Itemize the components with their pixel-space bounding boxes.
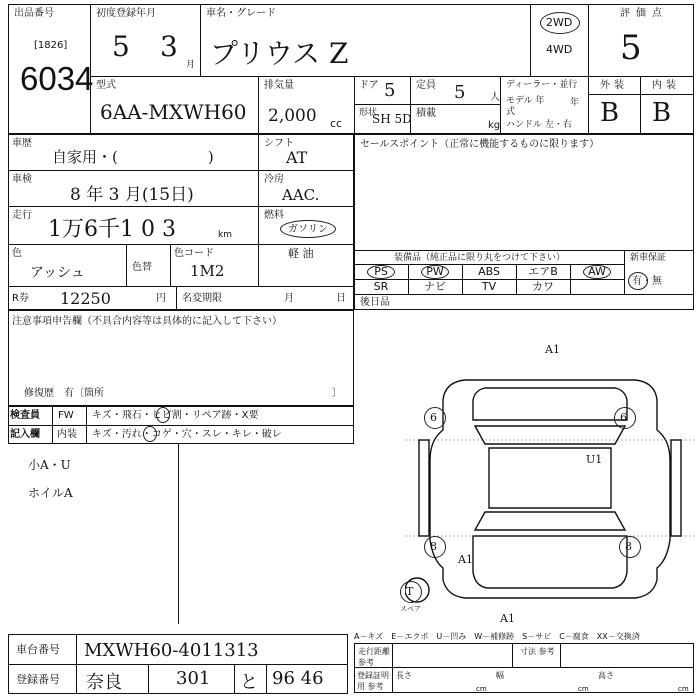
day-label: 日 [336,293,346,304]
entry-label: 記入欄 [10,429,40,440]
model-code-label: 型式 [96,80,116,91]
capacity: 5 [454,82,466,103]
plate-kana: と [240,672,258,693]
damage-mark-circle [614,407,636,429]
lot-no: 6034 [20,60,94,97]
damage-mark: T [406,585,414,598]
damage-mark-circle [619,536,641,558]
recycle-value: 12250 [60,289,111,308]
damage-mark: A1 [500,612,515,625]
inspector-label: 検査員 [10,410,40,421]
fw-label: FW [58,410,74,421]
shape-label: 形状 [359,108,378,118]
color-change-label: 色替 [132,262,152,273]
repair-history-label: 修復歴 有〔箇所 [24,388,104,399]
interior-grade: B [652,98,672,128]
damage-mark: A1 [545,343,560,356]
registration-ref-label: 登録証明用 参考 [357,671,389,691]
year-suffix: 年 [570,98,580,108]
cm-3: cm [678,685,689,693]
color-value: アッシュ [30,265,85,281]
model-name-label: 車名・グレード [206,8,276,19]
plate-region: 奈良 [86,672,122,693]
chassis-value: MXWH60-4011313 [84,640,259,661]
car-diagram [405,340,695,630]
model-name: プリウス Z [210,37,349,70]
fuel-gas: ガソリン [288,224,328,235]
equipment-item: カワ [532,280,554,293]
right-side [671,440,681,536]
model-code: 6AA-MXWH60 [100,100,247,124]
doors: 5 [384,80,396,101]
new-car-warranty-label: 新車保証 [630,253,667,263]
interior-items: キズ・汚れ・コゲ・穴・スレ・キレ・破レ [92,429,282,440]
color-code-label: 色コード [174,248,214,259]
aircon-value: AAC. [282,186,320,204]
exterior-grade: B [600,98,620,128]
trunk-outline [473,536,627,588]
windshield [475,426,625,444]
rear-window [475,512,625,530]
history-value: 自家用・( ) [52,148,214,166]
score: 5 [620,28,642,68]
spare-label: スペア [400,605,421,613]
handle-label: ハンドル 左・右 [506,120,572,130]
later-date-label: 後日品 [360,297,390,308]
plate-class: 301 [176,668,211,689]
first-reg-year: 5 [112,30,130,63]
lot-no-small: [1826] [34,40,68,51]
damage-mark: A1 [458,553,473,566]
handwritten-note-2: ホイルA [28,486,73,500]
exterior-label: 外装 [600,80,628,91]
displacement: 2,000 [268,106,317,126]
first-reg-month: 3 [160,30,178,63]
first-reg-label: 初度登録年月 [96,8,156,19]
mileage-label: 走行 [12,210,32,221]
damage-mark-circle [400,581,422,603]
capacity-label: 定員 [416,80,436,91]
color-label: 色 [12,248,22,259]
damage-mark: 6 [620,411,627,424]
mileage-ref-label: 走行距離 参考 [358,647,390,667]
damage-mark-circle [424,407,446,429]
mileage-unit: km [218,230,232,240]
equipment-item: ナビ [424,280,446,293]
cm-2: cm [578,685,589,693]
equipment-item: SR [373,280,389,293]
equipment-circle [421,265,449,279]
fw-items: キズ・飛石・ヒビ割・リペア跡・X要 [92,410,259,421]
displacement-label: 排気量 [264,80,294,91]
equipment-circle [367,265,395,279]
shift-value: AT [286,148,308,167]
handwritten-note-1: 小A・U [28,458,71,472]
lot-no-label: 出品番号 [14,8,54,19]
fuel-diesel: 軽 油 [288,247,314,260]
plate-number: 96 46 [272,668,324,689]
equipment-item: TV [481,280,497,293]
interior-label: 内装 [652,80,680,91]
month-label: 月 [284,293,294,304]
drive-4wd: 4WD [546,43,573,56]
chassis-label: 車台番号 [16,643,60,656]
doors-label: ドア [359,80,379,91]
dealer-label: ディーラー・並行 [506,80,578,90]
shape: SH 5D [372,112,412,126]
fuel-label: 燃料 [264,210,284,221]
name-change-label: 名変期限 [182,293,222,304]
drive-2wd: 2WD [546,16,573,29]
damage-mark-circle [424,536,446,558]
damage-mark: 8 [430,540,437,553]
interior-row-label: 内装 [57,429,77,440]
height-label: 高さ [598,671,614,680]
equipment-circle [583,265,611,279]
recycle-unit: 円 [156,293,166,304]
payload-label: 積載 [416,108,436,119]
inspection-label: 車検 [12,174,32,185]
width-label: 幅 [496,671,504,680]
length-label: 長さ [396,671,412,680]
score-label: 評価点 [620,8,668,19]
equipment-item: PW [426,265,444,278]
repair-close: 〕 [332,388,342,399]
warranty-value: 有・無 [632,276,662,287]
equipment-item: ABS [478,265,500,278]
equipment-label: 装備品（純正品に限り丸をつけて下さい） [394,253,566,263]
equipment-item: PS [374,265,388,278]
aircon-label: 冷房 [264,174,284,185]
cm-1: cm [476,685,487,693]
shift-label: シフト [264,138,294,149]
dimension-ref-label: 寸法 参考 [520,647,555,656]
sales-point-label: セールスポイント（正常に機能するものに限ります） [360,139,600,150]
capacity-unit: 人 [490,92,500,103]
damage-mark: U1 [586,453,603,466]
payload-unit: kg [488,120,501,131]
month-suffix: 月 [186,60,196,70]
hood-outline [473,388,627,420]
inspection-value: 8 年 3 月(15日) [70,185,194,205]
displacement-unit: cc [330,117,343,130]
equipment-item: AW [588,265,606,278]
damage-mark: 6 [430,411,437,424]
mileage-value: 1万6千1 0 3 [48,217,176,242]
equipment-item: エアB [528,265,558,278]
damage-mark: 8 [625,540,632,553]
stain-circle [143,426,157,442]
plate-label: 登録番号 [16,673,60,686]
recycle-label: R券 [12,293,29,304]
color-code-value: 1M2 [190,262,225,280]
model-year-label: モデル 年式 [506,96,545,117]
legend-text: A－キズ E－エクボ U－凹み W－補修跡 S－サビ C－腐食 XX－交換済 [354,632,640,641]
history-label: 車歴 [12,138,32,149]
caution-label: 注意事項申告欄（不具合内容等は具体的に記入して下さい） [12,316,282,327]
left-side [419,440,429,536]
stone-chip-circle [156,407,170,423]
